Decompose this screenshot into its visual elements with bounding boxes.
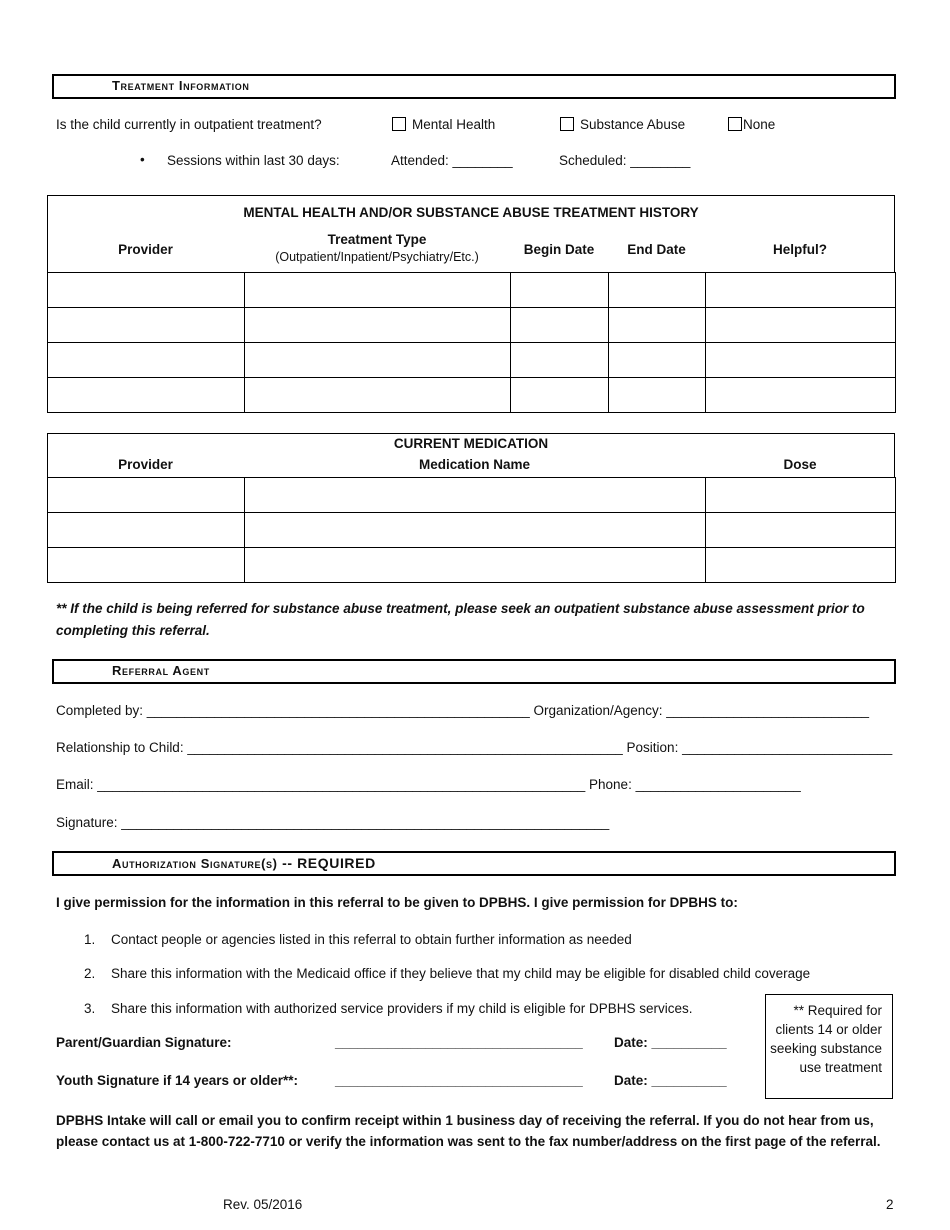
history-cell[interactable] [706, 378, 896, 413]
history-col-end-date: End Date [627, 242, 686, 257]
medication-cell[interactable] [245, 513, 706, 548]
history-cell[interactable] [609, 343, 706, 378]
parent-signature-label: Parent/Guardian Signature: [56, 1035, 232, 1050]
substance-abuse-note: ** If the child is being referred for substance abuse treatment, please seek an outpatient substance abuse assessment prior to completing this referral. [56, 601, 865, 638]
referral-agent-header [52, 659, 896, 684]
table-row [48, 343, 896, 378]
none-checkbox[interactable] [728, 117, 742, 131]
table-row [48, 273, 896, 308]
history-cell[interactable] [48, 273, 245, 308]
signature-field[interactable]: Signature: _________________________________________________________________ [56, 815, 610, 830]
history-title: MENTAL HEALTH AND/OR SUBSTANCE ABUSE TREATMENT HISTORY [243, 205, 699, 220]
option-mental-health[interactable]: Mental Health [392, 117, 495, 132]
history-cell[interactable] [245, 273, 511, 308]
sessions-label: Sessions within last 30 days: [167, 153, 340, 168]
medication-cell[interactable] [706, 548, 896, 583]
history-cell[interactable] [245, 308, 511, 343]
section-title: Treatment Information [112, 78, 250, 93]
list-item: 2. Share this information with the Medicaid office if they believe that my child may be eligible for disabled child coverage [84, 966, 811, 981]
email-phone-field[interactable]: Email: _________________________________________________________________ Phone: ______________________ [56, 777, 801, 792]
authorization-header [52, 851, 896, 876]
relationship-field[interactable]: Relationship to Child: __________________________________________________________ Position: ____________________________ [56, 740, 893, 755]
history-col-helpful: Helpful? [773, 242, 827, 257]
medication-cell[interactable] [48, 548, 245, 583]
history-cell[interactable] [245, 343, 511, 378]
permission-statement: I give permission for the information in this referral to be given to DPBHS. I give permission for DPBHS to: [56, 895, 738, 910]
history-cell[interactable] [609, 308, 706, 343]
medication-cell[interactable] [48, 513, 245, 548]
bullet: • [140, 152, 145, 167]
youth-signature-label: Youth Signature if 14 years or older**: [56, 1073, 299, 1088]
history-cell[interactable] [48, 378, 245, 413]
history-col-begin-date: Begin Date [523, 242, 595, 257]
history-cell[interactable] [511, 273, 609, 308]
treatment-information-header [52, 74, 896, 99]
attended-field[interactable]: Attended: ________ [391, 153, 513, 168]
scheduled-field[interactable]: Scheduled: ________ [559, 153, 691, 168]
history-col-treatment-type: Treatment Type (Outpatient/Inpatient/Psychiatry/Etc.) [275, 232, 479, 264]
section-title: Referral Agent [112, 663, 210, 678]
medication-col-name: Medication Name [418, 457, 531, 472]
history-cell[interactable] [511, 343, 609, 378]
medication-title: CURRENT MEDICATION [393, 436, 549, 451]
history-cell[interactable] [706, 273, 896, 308]
history-cell[interactable] [511, 308, 609, 343]
list-item: 3. Share this information with authorized service providers if my child is eligible for DPBHS services. [84, 1001, 693, 1016]
medication-cell[interactable] [245, 548, 706, 583]
history-cell[interactable] [609, 378, 706, 413]
youth-date-field[interactable]: Date: __________ [614, 1073, 727, 1088]
table-row [48, 308, 896, 343]
history-cell[interactable] [48, 308, 245, 343]
table-row [48, 478, 896, 513]
history-col-provider: Provider [118, 242, 173, 257]
history-cell[interactable] [48, 343, 245, 378]
table-row [48, 513, 896, 548]
table-row [48, 378, 896, 413]
list-item: 1. Contact people or agencies listed in this referral to obtain further information as needed [84, 932, 632, 947]
history-cell[interactable] [609, 273, 706, 308]
substance-abuse-checkbox[interactable] [560, 117, 574, 131]
parent-date-field[interactable]: Date: __________ [614, 1035, 727, 1050]
history-cell[interactable] [511, 378, 609, 413]
mental-health-checkbox[interactable] [392, 117, 406, 131]
medication-col-dose: Dose [783, 457, 817, 472]
medication-cell[interactable] [706, 478, 896, 513]
medication-cell[interactable] [706, 513, 896, 548]
required-note-box: ** Required for clients 14 or older seeking substance use treatment [765, 994, 893, 1099]
history-table [47, 272, 896, 413]
option-none[interactable]: None [728, 117, 775, 132]
medication-cell[interactable] [245, 478, 706, 513]
history-cell[interactable] [245, 378, 511, 413]
medication-table [47, 477, 896, 583]
medication-cell[interactable] [48, 478, 245, 513]
revision-label: Rev. 05/2016 [223, 1197, 303, 1212]
table-row [48, 548, 896, 583]
youth-signature-line[interactable]: _________________________________ [335, 1073, 583, 1088]
completed-by-field[interactable]: Completed by: ___________________________________________________ Organization/Agency: ___________________________ [56, 703, 869, 718]
section-title: Authorization Signature(s) -- REQUIRED [112, 855, 376, 871]
page-number: 2 [886, 1197, 894, 1212]
intake-note: DPBHS Intake will call or email you to confirm receipt within 1 business day of receiving the referral. If you do not hear from us, please contact us at 1-800-722-7710 or verify the information was sent to the fax number/address on the first page of the referral. [56, 1113, 881, 1149]
history-cell[interactable] [706, 343, 896, 378]
option-substance-abuse[interactable]: Substance Abuse [560, 117, 685, 132]
outpatient-question: Is the child currently in outpatient treatment? [56, 117, 322, 132]
parent-signature-line[interactable]: _________________________________ [335, 1035, 583, 1050]
medication-col-provider: Provider [118, 457, 173, 472]
history-cell[interactable] [706, 308, 896, 343]
